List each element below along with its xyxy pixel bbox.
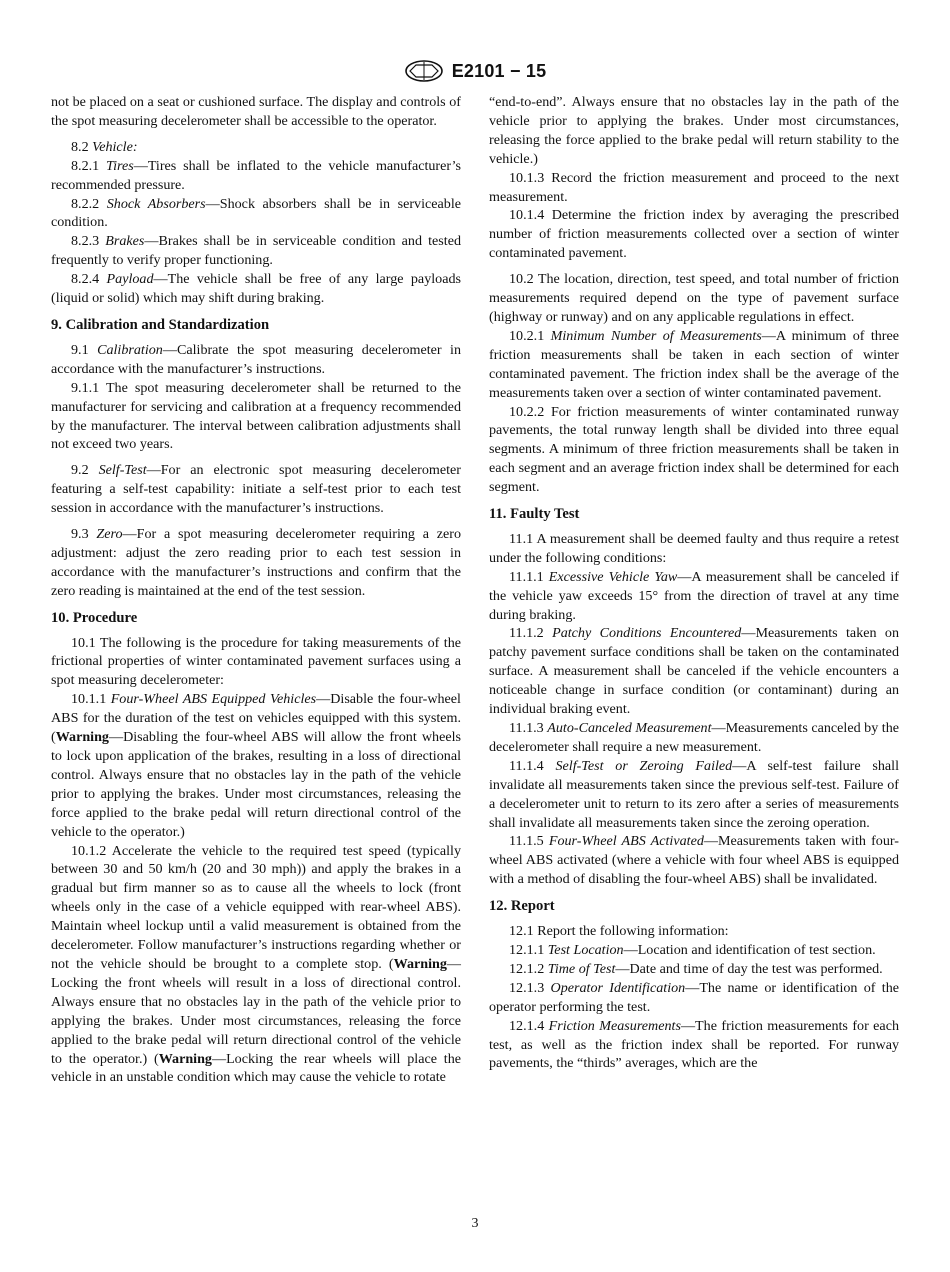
section-11-1-2: 11.1.2 Patchy Conditions Encountered—Measurements taken on patchy pavement surface conditions shall be taken on the contaminated surface. A measurement shall be canceled if the vehicle encounters a noticeable change in surface condition (or contaminant) during an individual braking event.: [489, 625, 900, 718]
paragraph: not be placed on a seat or cushioned surface. The display and controls of the spot measuring decelerometer shall be accessible to the operator.: [51, 94, 461, 129]
left-column: [51, 93, 461, 1087]
section-11-1: 11.1 A measurement shall be deemed faulty and thus require a retest under the following conditions:: [489, 530, 899, 566]
section-10-2-1: 10.2.1 Minimum Number of Measurements—A minimum of three friction measurements shall be taken in each section of winter contaminated pavement. The friction index shall be the average of the measurements taken over a section of winter contaminated pavement.: [489, 327, 899, 401]
section-12-1-4: 12.1.4 Friction Measurements—The friction measurements for each test, as well as the friction index shall be reported. For runway pavements, the “thirds” averages, which are the: [489, 1017, 899, 1072]
section-8-2-4: 8.2.4 Payload—The vehicle shall be free of any large payloads (liquid or solid) which may shift during braking.: [51, 271, 461, 307]
astm-logo-icon: [404, 60, 444, 82]
section-12-1-3: 12.1.3 Operator Identification—The name or identification of the operator performing the test.: [489, 979, 900, 1015]
section-12-1: 12.1 Report the following information:: [509, 923, 729, 940]
section-11-1-3: 11.1.3 Auto-Canceled Measurement—Measurements canceled by the decelerometer shall require a new measurement.: [489, 720, 900, 755]
section-10-2-2: 10.2.2 For friction measurements of winter contaminated runway pavements, the total runway length shall be divided into three equal segments. A minimum of three friction measurements shall be taken in each segment and an average friction index shall be determined for each segment.: [489, 403, 899, 496]
section-9-3: 9.3 Zero—For a spot measuring decelerometer requiring a zero adjustment: adjust the zero reading prior to each test session in accordance with the manufacturer’s instructions and confirm that the zero reading is maintained at the end of the test session.: [51, 526, 461, 599]
section-11-1-5: 11.1.5 Four-Wheel ABS Activated—Measurements taken with four-wheel ABS activated (where a vehicle with four wheel ABS is equipped with a method of disabling the four-wheel ABS) shall be invalidated.: [489, 833, 899, 888]
section-9-2: 9.2 Self-Test—For an electronic spot measuring decelerometer featuring a self-test capability: initiate a self-test prior to each test session in accordance with the manufacturer’s instructions.: [51, 462, 461, 517]
heading-section-11: 11. Faulty Test: [489, 506, 580, 523]
section-9-1-1: 9.1.1 The spot measuring decelerometer shall be returned to the manufacturer for servicing and calibration at a frequency recommended by the manufacturer. The interval between calibration adjustments shall not exceed two years.: [51, 379, 461, 453]
section-8-2-2: 8.2.2 Shock Absorbers—Shock absorbers shall be in serviceable condition.: [51, 195, 462, 231]
section-11-1-4: 11.1.4 Self-Test or Zeroing Failed—A self-test failure shall invalidate all measurements taken since the previous self-test. Failure of a decelerometer unit to return to its zero after a series of measurements shall invalidate all measurements taken since the zeroing operation.: [489, 757, 899, 831]
page-number: 3: [471, 1216, 479, 1231]
section-11-1-1: 11.1.1 Excessive Vehicle Yaw—A measurement shall be canceled if the vehicle yaw exceeds 15° from the direction of travel at any time during braking.: [489, 568, 899, 623]
section-10-1-2: 10.1.2 Accelerate the vehicle to the required test speed (typically between 30 and 50 km/h (20 and 30 mph)) and apply the brakes in a gradual but firm manner so as to cause all the wheels to lock (front wheels only in the case of a vehicle equipped with rear-wheel ABS). Maintain wheel lockup until a valid measurement is obtained from the decelerometer. Follow manufacturer’s instructions regarding whether or not the vehicle should be brought to a complete stop. (Warning—Locking the front wheels will result in a loss of directional control. Always ensure that no obstacles lay in the path of the vehicle prior to applying the brakes. Under most circumstances, releasing the force applied to the brake pedal will return directional control of the vehicle to the operator.) (Warning—Locking the rear wheels will place the vehicle in an unstable condition which may cause the vehicle to rotate: [51, 842, 462, 1086]
heading-section-10: 10. Procedure: [51, 609, 138, 626]
section-9-1: 9.1 Calibration—Calibrate the spot measuring decelerometer in accordance with the manufacturer’s instructions.: [51, 341, 461, 377]
section-10-2: 10.2 The location, direction, test speed, and total number of friction measurements required depend on the type of pavement surface (highway or runway) and on any applicable regulations in effect.: [489, 271, 899, 325]
section-10-1: 10.1 The following is the procedure for taking measurements of the frictional properties of winter contaminated pavement surfaces using a spot measuring decelerometer:: [51, 634, 461, 689]
document-id: E2101 − 15: [451, 60, 547, 81]
section-8-2: 8.2 Vehicle:: [71, 138, 138, 155]
heading-section-9: 9. Calibration and Standardization: [51, 316, 270, 333]
section-12-1-2: 12.1.2 Time of Test—Date and time of day the test was performed.: [509, 960, 883, 977]
section-12-1-1: 12.1.1 Test Location—Location and identification of test section.: [509, 941, 876, 958]
section-8-2-1: 8.2.1 Tires—Tires shall be inflated to the vehicle manufacturer’s recommended pressure.: [51, 157, 461, 193]
heading-section-12: 12. Report: [489, 898, 555, 915]
section-10-1-1: 10.1.1 Four-Wheel ABS Equipped Vehicles—Disable the four-wheel ABS for the duration of the test on vehicles equipped with this system. (Warning—Disabling the four-wheel ABS will allow the front wheels to lock upon application of the brakes, resulting in a loss of directional control. Always ensure that no obstacles lay in the path of the vehicle prior to applying the brakes. Under most circumstances, releasing the force applied to the brake pedal will return directional control of the vehicle to the operator.): [51, 691, 461, 840]
section-10-1-3: 10.1.3 Record the friction measurement and proceed to the next measurement.: [489, 169, 899, 205]
paragraph: “end-to-end”. Always ensure that no obstacles lay in the path of the vehicle prior to applying the brakes. Under most circumstances, releasing the force applied to the brake pedal will return stability to the vehicle.): [489, 94, 899, 167]
section-10-1-4: 10.1.4 Determine the friction index by averaging the prescribed number of friction measurements collected over a section of winter contaminated pavement.: [489, 207, 899, 262]
right-column: [489, 93, 899, 1073]
page-header: [0, 56, 950, 86]
section-8-2-3: 8.2.3 Brakes—Brakes shall be in serviceable condition and tested frequently to verify proper functioning.: [51, 233, 461, 269]
